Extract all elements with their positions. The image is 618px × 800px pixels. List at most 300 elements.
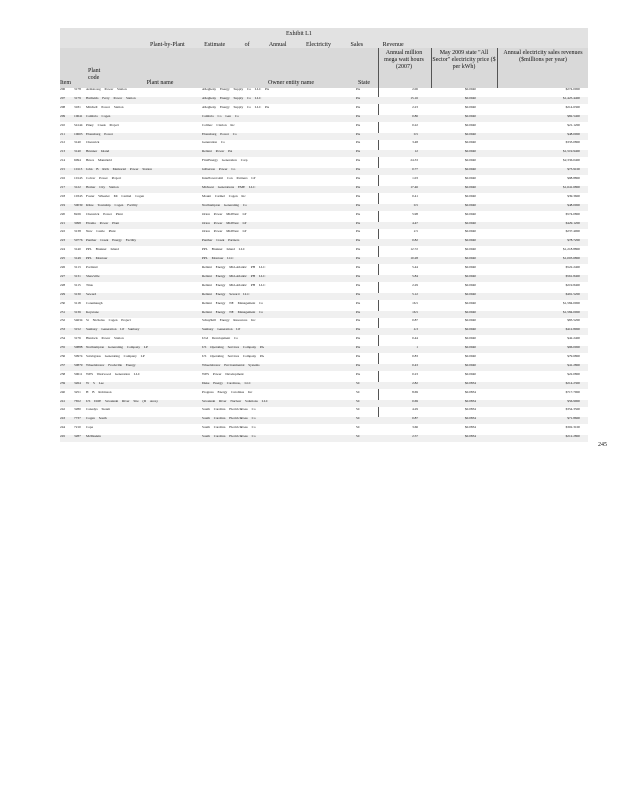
row-state: PA — [356, 177, 361, 180]
row-item: 237 — [60, 363, 66, 367]
row-price: $0.0940 — [464, 96, 476, 100]
row-revenue: $561.8400 — [565, 274, 580, 278]
row-item: 228 — [60, 283, 66, 287]
row-state: PA — [356, 230, 361, 234]
row-state: SC — [356, 381, 361, 385]
row-mwh: 16.5 — [412, 301, 418, 305]
row-owner: Duke Energy Carolinas, LLC — [202, 381, 251, 385]
row-plant-name: Canadys Steam — [86, 408, 110, 412]
row-owner: Progress Energy Carolinas Inc — [202, 390, 253, 394]
row-mwh: 2.06 — [412, 88, 418, 91]
table-row — [60, 150, 588, 157]
table-row — [60, 106, 588, 113]
row-plant-code: 10113 — [74, 168, 83, 172]
row-price: $0.0940 — [464, 319, 476, 323]
row-revenue: $82.5400 — [567, 114, 580, 118]
row-price: $0.0940 — [464, 266, 476, 269]
table-row — [60, 141, 588, 148]
row-plant-code: 10143 — [74, 177, 83, 180]
table-row — [60, 222, 588, 229]
table-row — [60, 328, 588, 335]
row-plant-code: 50879 — [74, 363, 83, 367]
row-plant-name: Panther Creek Energy Facility — [86, 239, 137, 243]
row-plant-code: 7652 — [74, 399, 81, 403]
row-mwh: 0.87 — [412, 319, 418, 323]
table-row — [60, 293, 588, 300]
row-owner: Reliant Energy Mid-Atlantic PH LLC — [202, 266, 266, 269]
row-revenue: $71.8600 — [567, 417, 580, 421]
row-item: 242 — [60, 408, 66, 412]
row-revenue: $79.6800 — [567, 355, 580, 358]
row-plant-name: US DOE Savannah River Site (D Area) — [86, 399, 158, 403]
row-state: PA — [356, 168, 361, 172]
row-state: PA — [356, 266, 361, 269]
row-owner: Reliant Energy Mid-Atlantic PH LLC — [202, 274, 266, 278]
row-revenue: $39.3600 — [567, 194, 580, 198]
table-row — [60, 168, 588, 175]
row-owner: Schuylkill Energy Resources Inc — [202, 319, 256, 323]
row-item: 241 — [60, 399, 66, 403]
row-plant-name: Piney Creek Project — [86, 123, 120, 127]
row-state: SC — [356, 417, 361, 421]
row-plant-code: 3140 — [74, 150, 81, 154]
row-item: 219 — [60, 203, 66, 207]
row-owner: Ebensburg Power Co — [202, 132, 237, 136]
row-mwh: 0.87 — [412, 417, 418, 421]
row-plant-name: Cheswick — [86, 141, 100, 145]
row-revenue: $522.2400 — [565, 266, 580, 269]
table-row — [60, 408, 588, 415]
row-owner: UGI Development Co — [202, 337, 238, 341]
table-row — [60, 195, 588, 202]
row-owner: Orion Power MidWest LP — [202, 221, 247, 225]
row-plant-code: 3130 — [74, 292, 81, 296]
row-revenue: $302.3100 — [565, 426, 580, 430]
row-revenue: $214.2300 — [565, 381, 580, 385]
table-row — [60, 417, 588, 424]
row-revenue: $429.1200 — [565, 221, 580, 225]
row-state: PA — [356, 274, 361, 278]
row-plant-name: Elrama Power Plant — [86, 221, 120, 225]
row-item: 227 — [60, 274, 66, 278]
row-mwh: 0.82 — [412, 239, 418, 243]
table-row — [60, 435, 588, 442]
row-item: 221 — [60, 221, 66, 225]
row-item: 234 — [60, 337, 66, 341]
row-plant-name: WPS Westwood Generation LLC — [86, 372, 141, 376]
row-price: $0.0940 — [464, 159, 476, 163]
row-owner: Panther Creek Partners — [202, 239, 240, 243]
row-plant-code: 3280 — [74, 408, 81, 412]
row-plant-code: 3136 — [74, 310, 81, 314]
row-plant-code: 3264 — [74, 381, 81, 385]
row-revenue: $214.6300 — [565, 105, 580, 109]
row-state: PA — [356, 310, 361, 314]
row-plant-name: W S Lee — [86, 381, 104, 385]
row-mwh: 5.44 — [412, 266, 418, 269]
row-price: $0.0940 — [464, 114, 476, 118]
row-mwh: 0.5 — [413, 203, 418, 207]
table-row — [60, 355, 588, 362]
row-price: $0.0940 — [464, 248, 476, 252]
row-owner: Savannah River Nuclear Solutions LLC — [202, 399, 269, 403]
row-owner: Gilberton Power Co — [202, 168, 236, 172]
row-mwh: 16.5 — [412, 310, 418, 314]
row-revenue: $56.9900 — [567, 399, 580, 403]
row-mwh: 0.43 — [412, 363, 418, 367]
row-price: $0.0940 — [464, 239, 476, 243]
row-item: 239 — [60, 381, 66, 385]
exhibit-label: Exhibit L1 — [286, 31, 312, 37]
row-revenue: $42.2400 — [567, 337, 580, 341]
col-header-owner: Owner entity name — [268, 80, 314, 86]
row-plant-code: 3131 — [74, 274, 81, 278]
row-price: $0.0940 — [464, 346, 476, 350]
table-row — [60, 124, 588, 131]
row-price: $0.0940 — [464, 292, 476, 296]
row-state: PA — [356, 88, 361, 91]
row-plant-name: Conemaugh — [86, 301, 103, 305]
row-plant-name: Hatfields Ferry Power Station — [86, 96, 136, 100]
col-header-price: May 2009 state "All Sector" electricity price ($ per kWh) — [432, 50, 496, 70]
row-owner: Mount Carmel Cogen Inc — [202, 194, 246, 198]
row-state: SC — [356, 399, 361, 403]
row-state: PA — [356, 257, 361, 261]
row-owner: US Operating Services Company PA — [202, 346, 264, 350]
row-state: SC — [356, 390, 361, 394]
row-item: 213 — [60, 150, 66, 154]
row-mwh: 2.23 — [412, 105, 418, 109]
row-price: $0.0940 — [464, 194, 476, 198]
row-revenue: $22.0800 — [567, 372, 580, 376]
row-plant-name: Shawville — [86, 274, 100, 278]
row-owner: FirstEnergy Generation Corp — [202, 159, 248, 163]
row-revenue: $219.8400 — [565, 283, 580, 287]
row-plant-name: Colver Power Project — [86, 177, 122, 180]
table-row — [60, 364, 588, 371]
table-row — [60, 213, 588, 220]
row-price: $0.0940 — [464, 337, 476, 341]
row-revenue: $717.7900 — [565, 390, 580, 394]
row-plant-name: PPL Montour — [86, 257, 108, 261]
row-state: PA — [356, 363, 361, 367]
row-price: $0.0834 — [464, 390, 476, 394]
row-plant-name: H B Robinson — [86, 390, 112, 394]
row-item: 216 — [60, 177, 66, 180]
row-state: PA — [356, 221, 361, 225]
row-price: $0.0940 — [464, 177, 476, 180]
row-item: 209 — [60, 114, 66, 118]
table-row — [60, 426, 588, 433]
row-item: 210 — [60, 123, 66, 127]
col-header-plant-code: Plant code — [88, 68, 101, 81]
row-state: PA — [356, 239, 361, 243]
row-plant-code: 3181 — [74, 105, 81, 109]
row-item: 208 — [60, 105, 66, 109]
row-mwh: 12.72 — [410, 248, 418, 252]
row-item: 220 — [60, 212, 66, 216]
table-row — [60, 346, 588, 353]
row-mwh: 2.57 — [412, 435, 418, 439]
row-state: PA — [356, 159, 361, 163]
table-row — [60, 337, 588, 344]
row-state: PA — [356, 283, 361, 287]
row-plant-name: Cheswick Power Plant — [86, 212, 123, 216]
col-header-mwh: Annual million mega watt hours (2007) — [384, 50, 424, 70]
row-item: 240 — [60, 390, 66, 394]
row-item: 224 — [60, 248, 66, 252]
col-header-plant-name: Plant name — [146, 80, 174, 86]
row-state: PA — [356, 114, 361, 118]
row-state: PA — [356, 212, 361, 216]
row-plant-code: 10603 — [74, 132, 83, 136]
row-revenue: $48.0000 — [567, 132, 580, 136]
row-plant-name: Armstrong Power Station — [86, 88, 127, 91]
row-plant-code: 50974 — [74, 355, 83, 358]
row-revenue: $274.0000 — [565, 88, 580, 91]
row-plant-name: Northampton Generating Company LP — [86, 346, 148, 350]
table-row — [60, 311, 588, 318]
row-plant-code: 3140 — [74, 141, 81, 145]
row-price: $0.0834 — [464, 408, 476, 412]
row-plant-name: John B Rich Memorial Power Station — [86, 168, 152, 172]
row-plant-code: 7737 — [74, 417, 81, 421]
row-mwh: 12 — [414, 150, 418, 154]
row-revenue: $78.7200 — [567, 239, 580, 243]
row-owner: InterPower/Ahl Con Partners LP — [202, 177, 256, 180]
row-plant-name: Wheelabrator Frackville Energy — [86, 363, 136, 367]
row-plant-name: Bruce Mansfield — [86, 159, 112, 163]
row-plant-name: Kline Township Cogen Facility — [86, 203, 138, 207]
column-divider — [431, 48, 432, 88]
table-row — [60, 88, 588, 95]
table-title: Plant-by-Plant Estimate of Annual Electricity Sales Revenue — [150, 42, 404, 48]
row-mwh: 17.46 — [410, 185, 418, 189]
row-plant-name: Sunbury Generation LP Sunbury — [86, 328, 140, 332]
row-price: $0.0834 — [464, 417, 476, 421]
row-plant-code: 54144 — [74, 123, 83, 127]
row-plant-code: 3287 — [74, 435, 81, 439]
row-plant-code: 50888 — [74, 346, 83, 350]
row-price: $0.0940 — [464, 355, 476, 358]
row-item: 214 — [60, 159, 66, 163]
row-state: PA — [356, 185, 361, 189]
row-plant-name: Ebensburg Power — [86, 132, 113, 136]
row-price: $0.0940 — [464, 105, 476, 109]
row-price: $0.0940 — [464, 372, 476, 376]
row-item: 206 — [60, 88, 66, 91]
row-owner: Wheelabrator Environmental Systems — [202, 363, 260, 367]
row-plant-name: Seward — [86, 292, 97, 296]
row-plant-name: Keystone — [86, 310, 99, 314]
row-plant-code: 50611 — [74, 372, 83, 376]
row-mwh: 0.77 — [412, 168, 418, 172]
table-row — [60, 373, 588, 380]
row-owner: WPS Power Development — [202, 372, 244, 376]
row-price: $0.0940 — [464, 363, 476, 367]
row-owner: Reliant Energy NE Management Co — [202, 301, 264, 305]
row-plant-name: Cambria Cogen — [86, 114, 111, 118]
row-state: PA — [356, 194, 361, 198]
row-item: 229 — [60, 292, 66, 296]
row-owner: Generation Co — [202, 141, 225, 145]
row-plant-code: 3152 — [74, 328, 81, 332]
row-plant-code: 10343 — [74, 194, 83, 198]
row-item: 233 — [60, 328, 66, 332]
row-item: 207 — [60, 96, 66, 100]
table-row — [60, 302, 588, 309]
row-state: PA — [356, 248, 361, 252]
row-plant-code: 3118 — [74, 301, 81, 305]
col-header-item: Item — [60, 80, 71, 86]
row-item: 211 — [60, 132, 65, 136]
row-item: 238 — [60, 372, 66, 376]
row-owner: South Carolina Electric&Gas Co — [202, 417, 256, 421]
row-plant-name: Cogen South — [86, 417, 107, 421]
row-mwh: 2.5 — [413, 230, 418, 234]
row-plant-code: 3178 — [74, 88, 81, 91]
row-price: $0.0940 — [464, 123, 476, 127]
row-state: PA — [356, 319, 361, 323]
row-state: PA — [356, 105, 361, 109]
row-plant-code: 54634 — [74, 319, 83, 323]
row-price: $0.0940 — [464, 132, 476, 136]
row-plant-name: Brunner Island — [86, 150, 110, 154]
row-revenue: $1,584.0000 — [563, 301, 580, 305]
row-item: 217 — [60, 185, 66, 189]
row-price: $0.0834 — [464, 435, 476, 439]
row-revenue: $1,584.0000 — [563, 310, 580, 314]
row-plant-name: McMeekin — [86, 435, 101, 439]
row-mwh: 1 — [416, 346, 418, 350]
row-owner: South Carolina Electric&Gas Co — [202, 435, 256, 439]
row-plant-code: 3149 — [74, 257, 81, 261]
table-row — [60, 177, 588, 184]
row-mwh: 4.29 — [412, 408, 418, 412]
row-owner: Colmac Clarion Inc — [202, 123, 235, 127]
row-revenue: $412.8000 — [565, 328, 580, 332]
table-row — [60, 391, 588, 398]
row-plant-code: 50039 — [74, 203, 83, 207]
row-plant-name: New Castle Plant — [86, 230, 116, 234]
row-mwh: 4.47 — [412, 221, 418, 225]
row-state: PA — [356, 337, 361, 341]
row-state: PA — [356, 346, 361, 350]
row-plant-name: Portland — [86, 266, 98, 269]
row-plant-code: 7210 — [74, 426, 81, 430]
row-mwh: 10.28 — [410, 257, 418, 261]
row-price: $0.0834 — [464, 381, 476, 385]
row-item: 232 — [60, 319, 66, 323]
column-divider — [497, 48, 498, 88]
row-plant-code: 8226 — [74, 212, 81, 216]
row-owner: Orion Power MidWest LP — [202, 230, 247, 234]
row-mwh: 0.44 — [412, 337, 418, 341]
table-row — [60, 266, 588, 273]
row-price: $0.0940 — [464, 230, 476, 234]
row-revenue: $1,218.8800 — [563, 248, 580, 252]
row-revenue: $48.0000 — [567, 203, 580, 207]
row-owner: Reliant Energy NE Management Co — [202, 310, 264, 314]
row-owner: Allegheny Energy Supply Co LLC PA — [202, 105, 270, 109]
row-price: $0.0940 — [464, 150, 476, 154]
row-price: $0.0940 — [464, 301, 476, 305]
row-mwh: 0.83 — [412, 355, 418, 358]
row-state: PA — [356, 355, 361, 358]
row-state: SC — [356, 426, 361, 430]
row-owner: South Carolina Electric&Gas Co — [202, 408, 256, 412]
row-plant-code: 3098 — [74, 221, 81, 225]
row-mwh: 0.41 — [412, 194, 418, 198]
row-owner: Northampton Generating Co — [202, 203, 247, 207]
row-state: PA — [356, 203, 361, 207]
row-state: PA — [356, 372, 361, 376]
row-owner: Midwest Generations EME LLC — [202, 185, 256, 189]
row-mwh: 15.16 — [410, 96, 418, 100]
row-owner: Cambria Co Gen Co — [202, 114, 239, 118]
row-plant-name: Mitchell Power Station — [86, 105, 124, 109]
row-item: 222 — [60, 230, 66, 234]
row-item: 245 — [60, 435, 66, 439]
row-price: $0.0940 — [464, 185, 476, 189]
row-item: 215 — [60, 168, 66, 172]
table-row — [60, 186, 588, 193]
row-price: $0.0940 — [464, 88, 476, 91]
row-item: 223 — [60, 239, 66, 243]
row-plant-name: Cope — [86, 426, 94, 430]
table-row — [60, 319, 588, 326]
table-row — [60, 115, 588, 122]
row-revenue: $333.0800 — [565, 141, 580, 145]
col-header-revenue: Annual electricity sales revenues ($millions per year) — [503, 50, 583, 63]
row-item: 226 — [60, 266, 66, 269]
row-plant-name: PPL Brunner Island — [86, 248, 119, 252]
row-item: 218 — [60, 194, 66, 198]
row-mwh: 0.23 — [412, 372, 418, 376]
row-price: $0.0940 — [464, 212, 476, 216]
row-item: 230 — [60, 301, 66, 305]
row-price: $0.0940 — [464, 310, 476, 314]
row-owner: Reliant Energy Seward LLC — [202, 292, 250, 296]
row-owner: Allegheny Energy Supply Co LLC — [202, 96, 262, 100]
row-state: PA — [356, 150, 361, 154]
table-row — [60, 133, 588, 140]
row-plant-name: Foster Wheeler Mt Carmel Cogen — [86, 194, 145, 198]
table-row — [60, 248, 588, 255]
table-row — [60, 239, 588, 246]
row-owner: Sunbury Generation LP — [202, 328, 241, 332]
row-mwh: 3.48 — [412, 141, 418, 145]
row-revenue: $491.5200 — [565, 292, 580, 296]
row-owner: Reliant Power PA — [202, 150, 233, 154]
row-item: 235 — [60, 346, 66, 350]
row-state: SC — [356, 408, 361, 412]
row-owner: Allegheny Energy Supply Co LLC PA — [202, 88, 270, 91]
row-mwh: 24.33 — [410, 159, 418, 163]
row-price: $0.0940 — [464, 328, 476, 332]
row-revenue: $354.3500 — [565, 408, 580, 412]
table-row — [60, 97, 588, 104]
row-owner: South Carolina Electric&Gas Co — [202, 426, 256, 430]
row-revenue: $237.4000 — [565, 230, 580, 234]
row-state: PA — [356, 292, 361, 296]
row-mwh: 5.12 — [412, 292, 418, 296]
row-revenue: $96.0000 — [567, 346, 580, 350]
row-mwh: 2.29 — [412, 283, 418, 287]
row-plant-code: 3115 — [74, 283, 81, 287]
row-owner: Reliant Energy Mid-Atlantic PH LLC — [202, 283, 266, 287]
row-mwh: 5.84 — [412, 274, 418, 278]
